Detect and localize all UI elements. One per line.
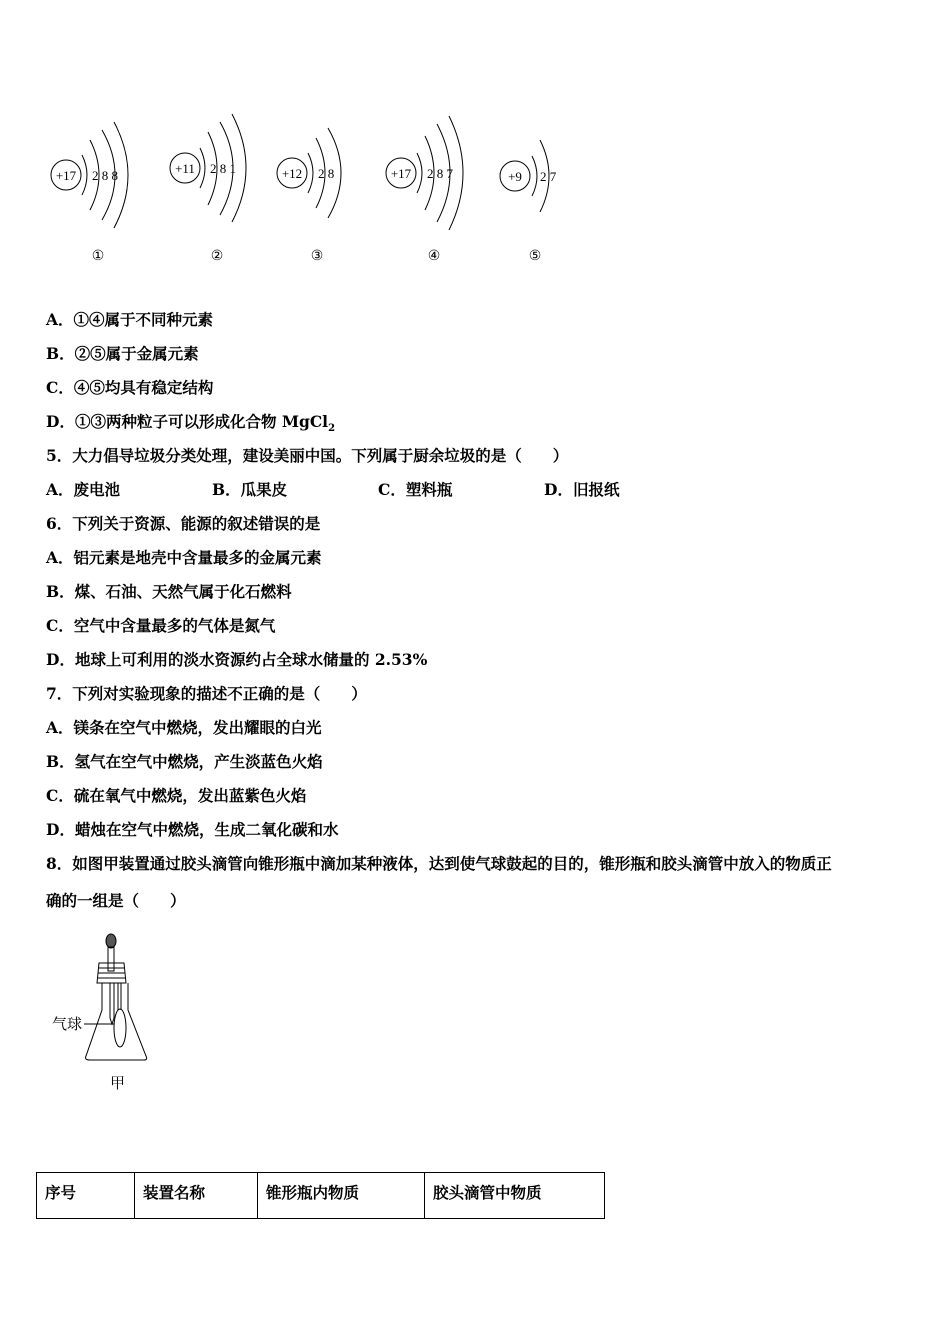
- conical-flask: [86, 983, 147, 1060]
- q5-option-b: B．瓜果皮: [212, 480, 288, 499]
- table-header-cell: 胶头滴管中物质: [425, 1173, 605, 1219]
- q5-option-d: D．旧报纸: [544, 480, 620, 499]
- atom-2-label: ②: [210, 248, 224, 264]
- q4-option-d-sub: 2: [328, 423, 336, 435]
- q4-option-c: C．④⑤均具有稳定结构: [46, 378, 214, 397]
- atom-1: [51, 122, 128, 264]
- table-header-row: [37, 1173, 605, 1219]
- atom-2: [170, 114, 246, 264]
- answer-table: [36, 1172, 605, 1219]
- q6-option-b: B．煤、石油、天然气属于化石燃料: [46, 582, 292, 601]
- atom-3: [277, 128, 341, 264]
- atom-2-nucleus: +11: [175, 161, 195, 176]
- atom-1-label: ①: [91, 248, 105, 264]
- flask-apparatus-figure: [44, 928, 164, 1098]
- q6-option-d: D．地球上可利用的淡水资源约占全球水储量的 2.53%: [46, 650, 428, 669]
- atom-4-electrons: 2 8 7: [427, 166, 453, 181]
- q4-option-d-text: D．①③两种粒子可以形成化合物 MgCl: [46, 412, 329, 431]
- table-header-cell: 序号: [37, 1173, 135, 1219]
- q4-option-b: B．②⑤属于金属元素: [46, 344, 199, 363]
- atom-2-electrons: 2 8 1: [210, 161, 236, 176]
- q6-option-a: A．铝元素是地壳中含量最多的金属元素: [46, 548, 322, 567]
- q7-option-a: A．镁条在空气中燃烧，发出耀眼的白光: [46, 718, 322, 737]
- atom-3-nucleus: +12: [281, 166, 303, 181]
- balloon-label: 气球: [52, 1015, 83, 1033]
- q7-option-d: D．蜡烛在空气中燃烧，生成二氧化碳和水: [46, 820, 339, 839]
- atom-5: [500, 140, 557, 264]
- atom-4-label: ④: [427, 248, 441, 264]
- table-header-cell: 锥形瓶内物质: [258, 1173, 425, 1219]
- balloon: [114, 1009, 126, 1047]
- q7-option-c: C．硫在氧气中燃烧，发出蓝紫色火焰: [46, 786, 307, 805]
- q5-option-c: C．塑料瓶: [378, 480, 453, 499]
- atom-1-electrons: 2 8 8: [92, 168, 118, 183]
- atom-3-label: ③: [310, 248, 324, 264]
- q8-stem-line2: 确的一组是（ ）: [46, 891, 186, 910]
- q5-options: [46, 480, 619, 500]
- q6-stem: 6．下列关于资源、能源的叙述错误的是: [46, 514, 321, 533]
- atom-4-nucleus: +17: [390, 166, 412, 181]
- dropper-bulb: [106, 934, 116, 948]
- q4-option-d: [46, 412, 335, 439]
- q8-stem-line1: 8．如图甲装置通过胶头滴管向锥形瓶中滴加某种液体，达到使气球鼓起的目的，锥形瓶和胶头滴管中放入的物质正: [46, 854, 832, 873]
- atom-4: [386, 116, 463, 264]
- q4-option-a: A．①④属于不同种元素: [46, 310, 214, 329]
- atom-5-label: ⑤: [528, 248, 542, 264]
- q6-option-c: C．空气中含量最多的气体是氮气: [46, 616, 276, 635]
- atom-5-nucleus: +9: [508, 169, 522, 184]
- atom-structure-diagrams: [40, 110, 600, 280]
- atom-5-electrons: 2 7: [540, 169, 557, 184]
- q5-stem: 5．大力倡导垃圾分类处理，建设美丽中国。下列属于厨余垃圾的是（ ）: [46, 446, 569, 465]
- q7-stem: 7．下列对实验现象的描述不正确的是（ ）: [46, 684, 367, 703]
- figure-label: 甲: [110, 1074, 126, 1092]
- q5-option-a: A．废电池: [46, 480, 121, 499]
- table-header-cell: 装置名称: [135, 1173, 258, 1219]
- atom-1-nucleus: +17: [55, 168, 77, 183]
- atom-3-electrons: 2 8: [318, 166, 335, 181]
- q7-option-b: B．氢气在空气中燃烧，产生淡蓝色火焰: [46, 752, 323, 771]
